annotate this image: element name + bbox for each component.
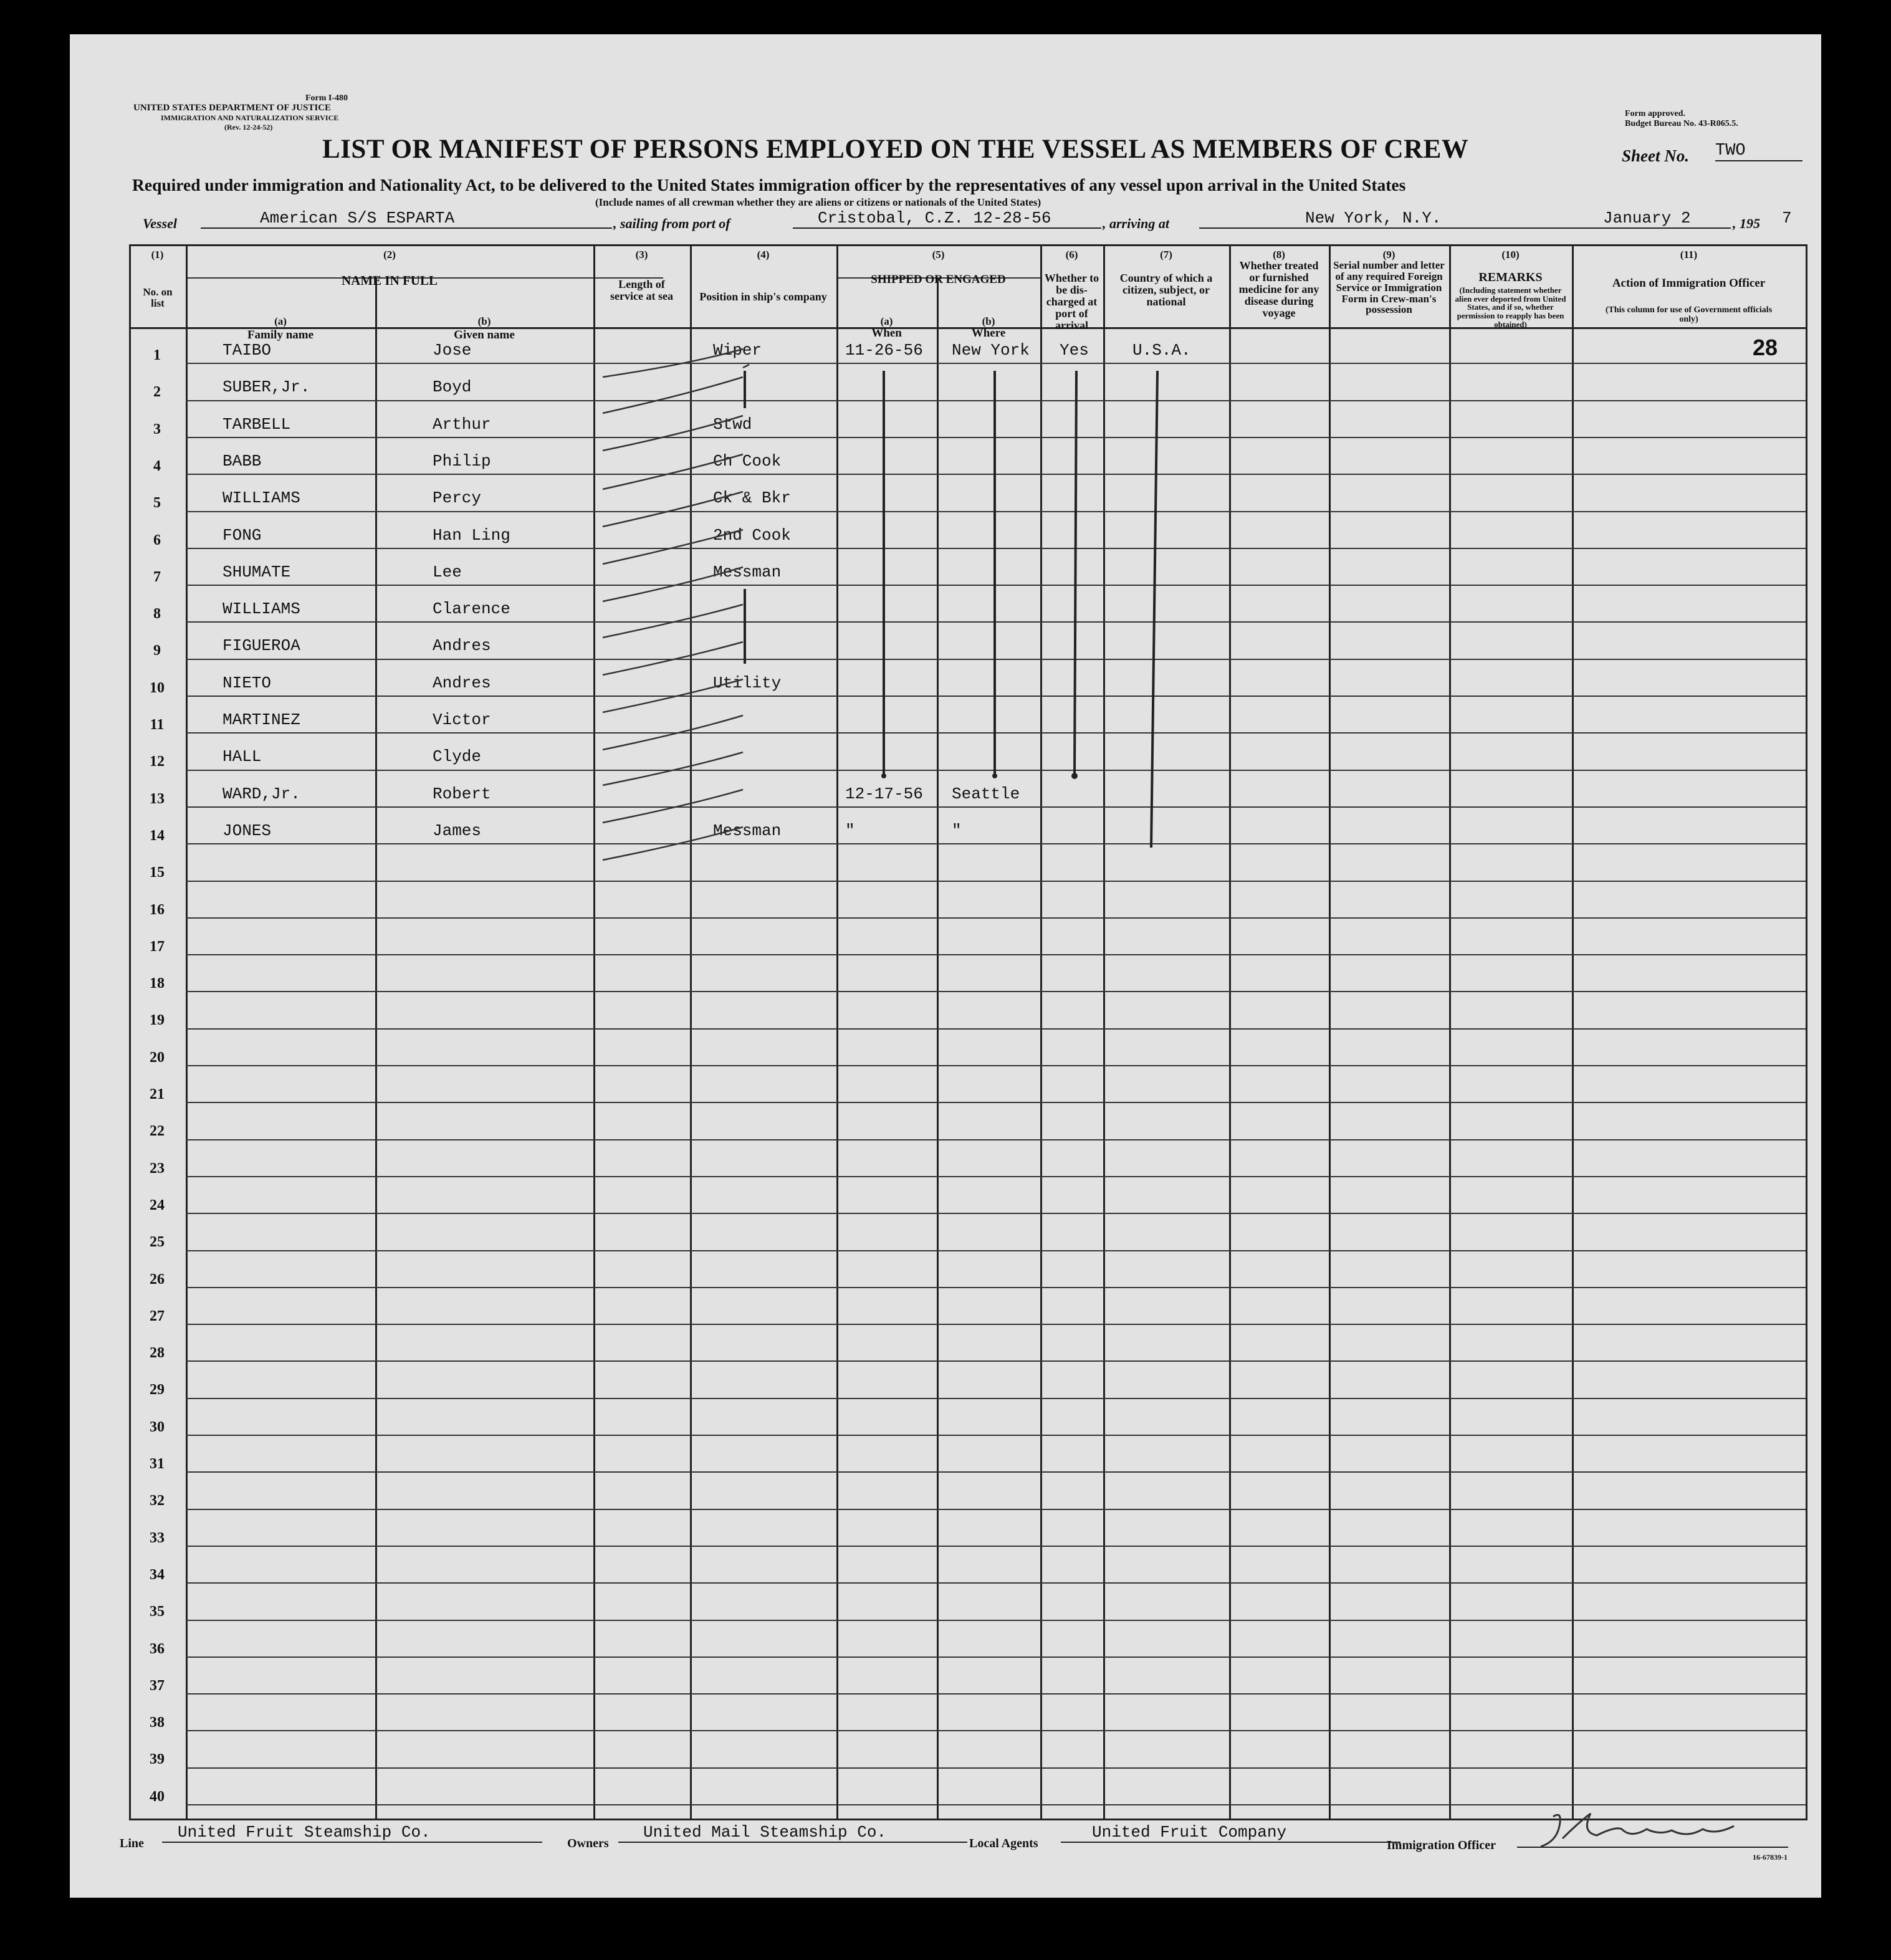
col-given-letter: (b) (477, 315, 491, 327)
row-number: 34 (150, 1566, 165, 1583)
given-name-cell: Philip (433, 451, 491, 471)
given-name-cell: James (433, 821, 482, 840)
row-number: 6 (153, 532, 161, 548)
approval-line-1: Form approved. (1625, 109, 1685, 118)
col-when-label: When (871, 327, 902, 340)
row-number: 27 (150, 1307, 165, 1324)
family-name-cell: WARD,Jr. (223, 784, 300, 803)
family-name-cell: TAIBO (223, 341, 272, 360)
year-prefix: , 195 (1733, 216, 1760, 231)
position-cell: 2nd Cook (713, 525, 791, 545)
department: UNITED STATES DEPARTMENT OF JUSTICE (133, 103, 332, 113)
sheet-label: Sheet No. (1622, 146, 1689, 165)
position-cell: Ck & Bkr (713, 489, 791, 508)
row-number: 1 (153, 347, 161, 363)
row-number: 19 (150, 1012, 165, 1029)
shipped-when-cell: 12-17-56 (845, 784, 923, 803)
given-name-cell: Andres (433, 673, 491, 692)
shipped-when-cell: " (845, 821, 855, 840)
row-number: 9 (153, 643, 161, 659)
row-number: 25 (150, 1234, 165, 1251)
row-number: 4 (153, 457, 161, 474)
row-number: 17 (150, 938, 165, 955)
family-name-cell: SHUMATE (223, 562, 291, 581)
col-shipped-label: SHIPPED OR ENGAGED (871, 273, 1006, 286)
col-where-label: Where (971, 327, 1006, 340)
col-service-label: Length of service at sea (610, 278, 673, 302)
family-name-cell: FONG (223, 525, 262, 545)
footer-owners-label: Owners (567, 1837, 609, 1850)
print-code: 16-67839-1 (1753, 1853, 1788, 1862)
row-number: 31 (150, 1456, 165, 1472)
year-suffix: 7 (1782, 209, 1792, 227)
family-name-cell: HALL (223, 747, 262, 767)
col-service-number: (3) (635, 249, 648, 261)
footer-line-label: Line (120, 1837, 144, 1850)
row-number: 37 (150, 1677, 165, 1694)
col-name-label: NAME IN FULL (341, 273, 438, 288)
row-number: 23 (150, 1160, 165, 1177)
sailing-from: Cristobal, C.Z. 12-28-56 (793, 209, 1101, 229)
given-name-cell: Clyde (433, 747, 482, 767)
vessel-name: American S/S ESPARTA (201, 209, 612, 229)
row-number: 32 (150, 1493, 165, 1509)
manifest-sheet (70, 34, 1821, 1898)
row-number: 40 (150, 1788, 165, 1805)
col-family-label: Family name (247, 328, 314, 342)
revision: (Rev. 12-24-52) (224, 123, 273, 131)
discharged-cell: Yes (1060, 341, 1089, 360)
row-number: 24 (150, 1197, 165, 1213)
family-name-cell: MARTINEZ (223, 710, 300, 729)
vessel-label: Vessel (143, 216, 177, 231)
footer-owners-value: United Mail Steamship Co. (618, 1823, 967, 1843)
row-number: 15 (150, 864, 165, 881)
given-name-cell: Clarence (433, 600, 510, 619)
col-country-label: Country of which a citizen, subject, or national (1119, 272, 1213, 308)
row-number: 14 (150, 827, 165, 844)
col-remarks-number: (10) (1501, 249, 1520, 261)
row-number: 16 (150, 901, 165, 918)
action-cell: 28 (1753, 335, 1778, 360)
row-number: 35 (150, 1604, 165, 1620)
col-action-number: (11) (1680, 249, 1698, 261)
family-name-cell: JONES (223, 821, 272, 840)
form-number: Form I-480 (305, 93, 348, 103)
col-family-letter: (a) (274, 315, 287, 327)
given-name-cell: Han Ling (433, 525, 510, 545)
col-action-note: (This column for use of Government officials only) (1605, 305, 1773, 324)
col-where-letter: (b) (982, 315, 995, 327)
sailing-label: , sailing from port of (613, 216, 730, 231)
row-number: 10 (150, 679, 165, 696)
country-cell: U.S.A. (1132, 341, 1191, 360)
position-cell: Stwd (713, 414, 752, 434)
include-note: (Include names of all crewman whether they are aliens or citizens or nationals of the United States) (595, 196, 1041, 208)
row-number: 38 (150, 1714, 165, 1731)
footer-line-value: United Fruit Steamship Co. (162, 1823, 542, 1843)
family-name-cell: SUBER,Jr. (223, 378, 310, 397)
approval-line-2: Budget Bureau No. 43-R065.5. (1625, 119, 1738, 128)
col-shipped-number: (5) (932, 249, 945, 261)
family-name-cell: BABB (223, 451, 262, 471)
position-cell: Wiper (713, 341, 762, 360)
shipped-when-cell: 11-26-56 (845, 341, 923, 360)
given-name-cell: Robert (433, 784, 491, 803)
row-number: 11 (150, 717, 165, 733)
row-number: 7 (153, 568, 161, 585)
sheet-value: TWO (1715, 141, 1802, 161)
given-name-cell: Jose (433, 341, 472, 360)
given-name-cell: Lee (433, 562, 462, 581)
col-given-label: Given name (454, 328, 515, 342)
row-number: 18 (150, 975, 165, 992)
row-number: 2 (153, 384, 161, 401)
page-title: LIST OR MANIFEST OF PERSONS EMPLOYED ON THE VESSEL AS MEMBERS OF CREW (322, 135, 1469, 164)
arriving-label: , arriving at (1103, 216, 1169, 231)
row-number: 36 (150, 1640, 165, 1657)
row-number: 12 (150, 753, 165, 770)
col-no-label: No. on list (143, 286, 173, 309)
position-cell: Messman (713, 562, 782, 581)
row-number: 5 (153, 495, 161, 512)
col-no-number: (1) (151, 249, 164, 261)
row-number: 29 (150, 1382, 165, 1398)
row-number: 26 (150, 1271, 165, 1288)
given-name-cell: Boyd (433, 378, 472, 397)
col-remarks-label: REMARKS (1478, 270, 1543, 284)
row-number: 22 (150, 1123, 165, 1140)
given-name-cell: Victor (433, 710, 491, 729)
family-name-cell: WILLIAMS (223, 600, 300, 619)
shipped-where-cell: " (952, 821, 962, 840)
col-position-number: (4) (757, 249, 770, 261)
family-name-cell: TARBELL (223, 414, 291, 434)
family-name-cell: FIGUEROA (223, 636, 300, 656)
service: IMMIGRATION AND NATURALIZATION SERVICE (161, 113, 339, 122)
col-medicine-number: (8) (1273, 249, 1285, 261)
col-serial-number: (9) (1382, 249, 1396, 261)
shipped-where-cell: Seattle (952, 784, 1020, 803)
row-number: 3 (153, 421, 161, 437)
footer-agents-label: Local Agents (969, 1837, 1038, 1850)
row-number: 39 (150, 1751, 165, 1768)
footer-agents-value: United Fruit Company (1061, 1823, 1400, 1843)
position-cell: Ch Cook (713, 451, 782, 471)
shipped-where-cell: New York (952, 341, 1030, 360)
officer-signature (1528, 1804, 1753, 1854)
arriving-at: New York, N.Y. (1199, 209, 1572, 229)
col-position-label: Position in ship's company (699, 290, 827, 303)
col-discharged-number: (6) (1065, 249, 1078, 261)
row-number: 30 (150, 1418, 165, 1435)
row-number: 21 (150, 1086, 165, 1102)
given-name-cell: Percy (433, 489, 482, 508)
position-cell: Utility (713, 673, 782, 692)
row-number: 13 (150, 790, 165, 807)
position-cell: Messman (713, 821, 782, 840)
family-name-cell: NIETO (223, 673, 272, 692)
col-name-number: (2) (383, 249, 396, 261)
col-discharged-label: Whether to be dis-charged at port of arrival (1044, 272, 1099, 332)
row-number: 33 (150, 1529, 165, 1546)
footer-officer-label: Immigration Officer (1387, 1838, 1496, 1852)
subtitle: Required under immigration and Nationality Act, to be delivered to the United States immigration officer by the representatives of any vessel upon arrival in the United States (132, 175, 1406, 194)
col-medicine-label: Whether treated or furnished medicine for any disease during voyage (1238, 259, 1319, 319)
family-name-cell: WILLIAMS (223, 489, 300, 508)
col-when-letter: (a) (880, 315, 893, 327)
row-number: 20 (150, 1049, 165, 1066)
col-country-number: (7) (1160, 249, 1172, 261)
handwritten-marks (70, 34, 1821, 1898)
given-name-cell: Arthur (433, 414, 491, 434)
row-number: 8 (153, 606, 161, 623)
given-name-cell: Andres (433, 636, 491, 656)
row-number: 28 (150, 1345, 165, 1362)
col-action-label: Action of Immigration Officer (1612, 277, 1766, 290)
col-remarks-note: (Including statement whether alien ever deported from United States, and if so, whether permission to reapply has been obtained) (1455, 285, 1566, 329)
col-serial-label: Serial number and letter of any required Foreign Service or Immigration Form in Crew-man's possession (1333, 259, 1445, 316)
arrival-date: January 2 (1513, 209, 1731, 229)
